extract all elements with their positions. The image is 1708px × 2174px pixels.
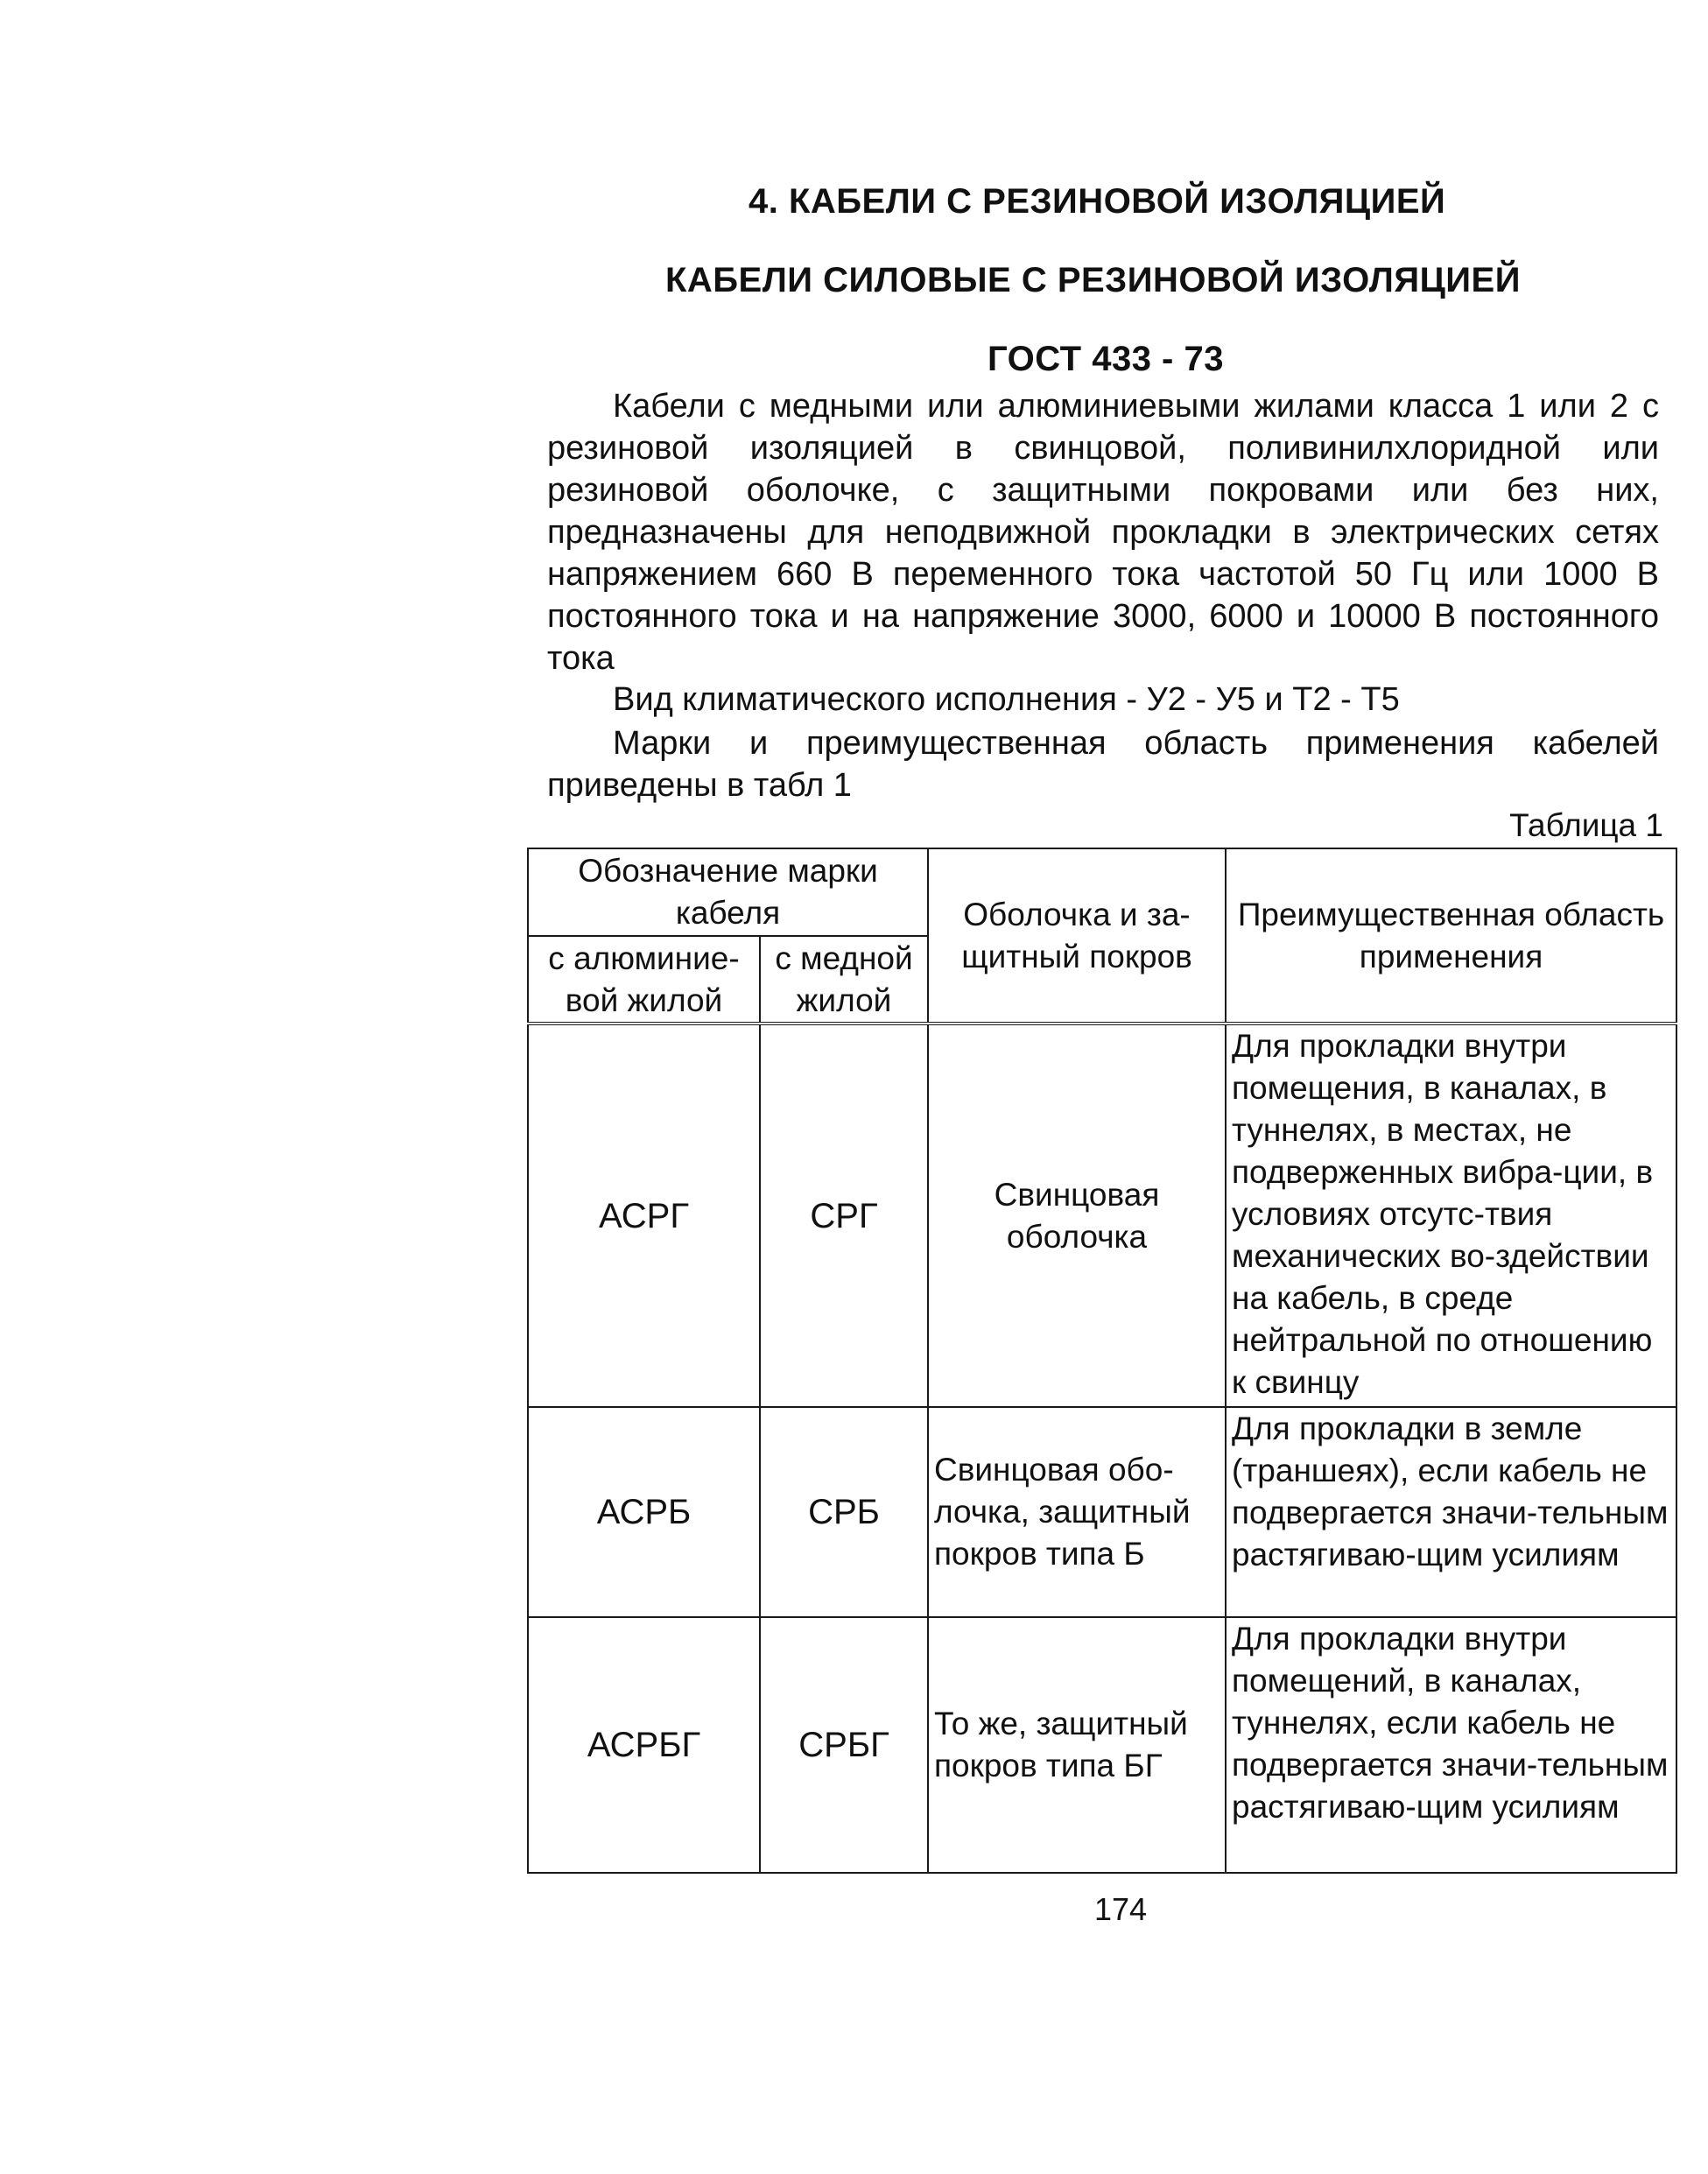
cell-aluminum-grade: АСРГ [528,1024,760,1407]
paragraph-description: Кабели с медными или алюминиевыми жилами класса 1 или 2 с резиновой изоляцией в свинцовой, поливинилхлоридной или резиновой оболочке, с защитными покровами или без них, предназначены для неподвижной прокладки в электрических сетях напряжением 660 В переменного тока частотой 50 Гц или 1000 В постоянного тока и на напряжение 3000, 6000 и 10000 В постоянного тока [547,388,1659,677]
paragraph-table-reference: Марки и преимущественная область применения кабелей приведены в табл 1 [547,725,1659,804]
cell-aluminum-grade: АСРБГ [528,1617,760,1873]
cell-application: Для прокладки внутри помещения, в каналах, в туннелях, в местах, не подверженных вибра-ции, в условиях отсутс-твия механических во-здействии на кабель, в среде нейтральной по отношению к свинцу [1226,1024,1676,1407]
page-number: 174 [1093,1891,1148,1927]
cell-aluminum-grade: АСРБ [528,1407,760,1617]
header-application: Преимущественная область применения [1226,848,1676,1024]
cable-grades-table [527,848,1677,1874]
section-title: КАБЕЛИ СИЛОВЫЕ С РЕЗИНОВОЙ ИЗОЛЯЦИЕЙ [665,261,1521,299]
cell-copper-grade: СРБГ [760,1617,928,1873]
cell-application: Для прокладки в земле (траншеях), если кабель не подвергается значи-тельным растягиваю-щим усилиям [1226,1407,1676,1617]
table-row [528,1407,1676,1617]
table-caption: Таблица 1 [1509,807,1663,843]
cell-copper-grade: СРГ [760,1024,928,1407]
cell-application: Для прокладки внутри помещений, в каналах, туннелях, если кабель не подвергается значи-тельным растягиваю-щим усилиям [1226,1617,1676,1873]
header-copper: с медной жилой [760,936,928,1024]
cell-copper-grade: СРБ [760,1407,928,1617]
paragraph-climate: Вид климатического исполнения - У2 - У5 и Т2 - Т5 [613,681,1400,718]
table-row [528,1617,1676,1873]
cell-sheath: То же, защитный покров типа БГ [928,1617,1226,1873]
header-aluminum: с алюминие-вой жилой [528,936,760,1024]
cell-sheath: Свинцовая обо-лочка, защитный покров типа Б [928,1407,1226,1617]
header-sheath: Оболочка и за-щитный покров [928,848,1226,1024]
header-grade-group: Обозначение марки кабеля [528,848,928,936]
chapter-title: 4. КАБЕЛИ С РЕЗИНОВОЙ ИЗОЛЯЦИЕЙ [749,182,1446,221]
cell-sheath: Свинцовая оболочка [928,1024,1226,1407]
standard-number: ГОСТ 433 - 73 [988,340,1224,378]
table-row [528,1024,1676,1407]
